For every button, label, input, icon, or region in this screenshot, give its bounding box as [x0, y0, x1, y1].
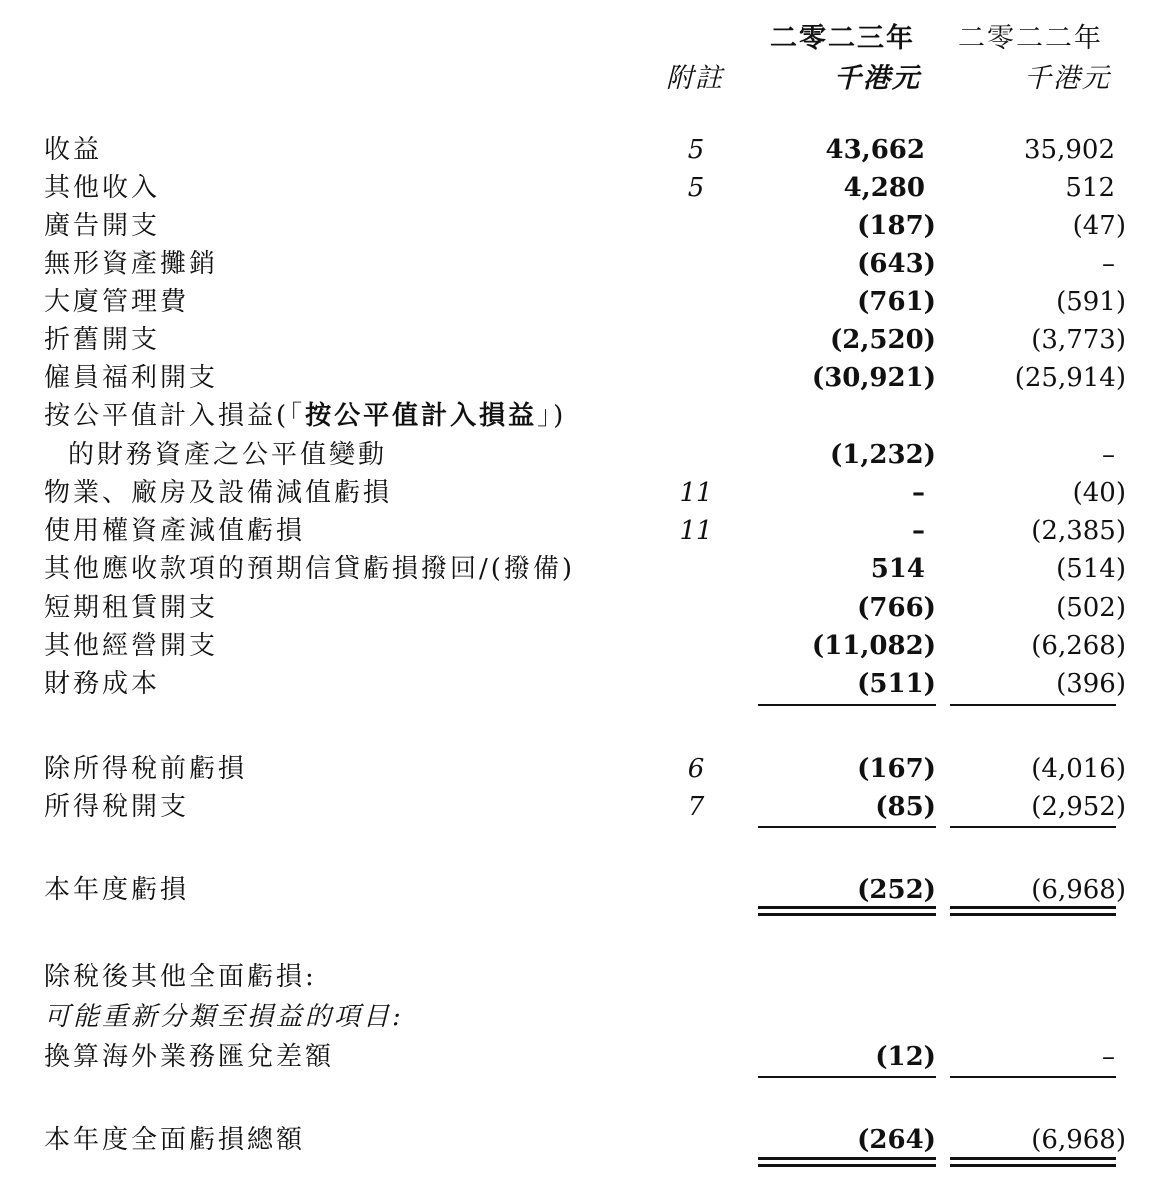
row-label: [44, 397, 566, 435]
table-row: [0, 788, 1172, 826]
header-notes: 附註: [666, 63, 724, 94]
header-year-2023: 二零二三年: [770, 23, 915, 54]
table-row: [0, 665, 1172, 703]
oci-subheading: 可能重新分類至損益的項目:: [44, 1002, 404, 1032]
value-2022: (6,968): [1031, 875, 1126, 905]
section-heading-row: [0, 958, 1172, 996]
header-unit-2023: 千港元: [834, 63, 921, 94]
total-double-rule-2022: [950, 1157, 1116, 1167]
table-row: [0, 207, 1172, 245]
row-label: 折舊開支: [44, 325, 161, 355]
value-2022: –: [1102, 1042, 1115, 1072]
table-row: [0, 397, 1172, 435]
row-label: 其他應收款項的預期信貸虧損撥回/(撥備): [44, 554, 576, 584]
value-2023: (252): [857, 875, 936, 905]
table-row: [0, 750, 1172, 788]
value-2022: (6,968): [1031, 1125, 1126, 1155]
row-label: 收益: [44, 135, 103, 165]
table-row: [0, 283, 1172, 321]
subtotal-rule-2022: [950, 1076, 1116, 1078]
row-note: 5: [687, 173, 705, 203]
total-double-rule-2022: [950, 906, 1116, 916]
row-label: 的財務資產之公平值變動: [68, 440, 388, 470]
value-2022: (396): [1056, 669, 1126, 699]
table-row: [0, 512, 1172, 550]
value-2022: –: [1102, 249, 1115, 279]
header-year-2022: 二零二二年: [958, 23, 1103, 54]
table-row: [0, 131, 1172, 169]
subtotal-rule-2023: [758, 1076, 936, 1078]
value-2023: (12): [875, 1042, 936, 1072]
value-2023: –: [912, 478, 925, 508]
row-label: 財務成本: [44, 669, 161, 699]
value-2022: (47): [1072, 211, 1126, 241]
row-label-part: 按公平值計入損益(「: [44, 401, 306, 431]
row-label: 使用權資產減值虧損: [44, 516, 306, 546]
table-row: [0, 550, 1172, 588]
table-row: [0, 321, 1172, 359]
value-2022: (40): [1072, 478, 1126, 508]
value-2023: (766): [857, 593, 936, 623]
table-row: [0, 436, 1172, 474]
row-note: 7: [687, 792, 705, 822]
table-row-total-comprehensive-loss: [0, 1121, 1172, 1159]
value-2023: (643): [857, 249, 936, 279]
row-label-part: 」): [537, 401, 567, 431]
section-subheading-row: [0, 998, 1172, 1036]
value-2022: (514): [1056, 554, 1126, 584]
value-2023: (11,082): [811, 631, 936, 661]
subtotal-rule-2022: [950, 704, 1116, 706]
row-label: 本年度虧損: [44, 875, 190, 905]
row-label: 其他收入: [44, 173, 161, 203]
row-note: 5: [687, 135, 705, 165]
value-2022: (2,952): [1031, 792, 1126, 822]
value-2023: (511): [857, 669, 936, 699]
row-label: 無形資產攤銷: [44, 249, 219, 279]
oci-heading: 除稅後其他全面虧損:: [44, 962, 317, 992]
header-unit-2022: 千港元: [1024, 63, 1111, 94]
row-label: 其他經營開支: [44, 631, 219, 661]
row-label: 除所得稅前虧損: [44, 754, 248, 784]
value-2022: (502): [1056, 593, 1126, 623]
value-2023: (85): [875, 792, 936, 822]
table-row: [0, 627, 1172, 665]
row-label-defined-term: 按公平值計入損益: [305, 401, 538, 431]
row-note: 6: [687, 754, 705, 784]
value-2023: 43,662: [825, 135, 925, 165]
table-row: [0, 359, 1172, 397]
value-2022: 35,902: [1024, 135, 1115, 165]
total-double-rule-2023: [758, 906, 936, 916]
table-row: [0, 474, 1172, 512]
value-2023: –: [912, 516, 925, 546]
subtotal-rule-2022: [950, 826, 1116, 828]
value-2022: (2,385): [1031, 516, 1126, 546]
row-note: 11: [679, 516, 713, 546]
table-row: [0, 245, 1172, 283]
value-2023: (264): [857, 1125, 936, 1155]
row-label: 僱員福利開支: [44, 363, 219, 393]
table-row: [0, 1038, 1172, 1076]
row-label: 換算海外業務匯兌差額: [44, 1042, 335, 1072]
value-2022: –: [1102, 440, 1115, 470]
table-row: [0, 169, 1172, 207]
value-2023: (1,232): [829, 440, 936, 470]
table-row-loss-for-year: [0, 871, 1172, 909]
value-2023: (167): [857, 754, 936, 784]
value-2023: 4,280: [843, 173, 925, 203]
value-2022: (3,773): [1031, 325, 1126, 355]
value-2023: (187): [857, 211, 936, 241]
value-2023: (761): [857, 287, 936, 317]
row-label: 物業、廠房及設備減值虧損: [44, 478, 393, 508]
value-2023: (2,520): [829, 325, 936, 355]
subtotal-rule-2023: [758, 826, 936, 828]
row-label: 所得稅開支: [44, 792, 190, 822]
value-2022: (6,268): [1031, 631, 1126, 661]
total-double-rule-2023: [758, 1157, 936, 1167]
row-label: 短期租賃開支: [44, 593, 219, 623]
row-label: 本年度全面虧損總額: [44, 1125, 306, 1155]
table-row: [0, 589, 1172, 627]
value-2022: (4,016): [1031, 754, 1126, 784]
row-label: 廣告開支: [44, 211, 161, 241]
row-note: 11: [679, 478, 713, 508]
value-2023: 514: [870, 554, 925, 584]
value-2023: (30,921): [811, 363, 936, 393]
subtotal-rule-2023: [758, 704, 936, 706]
value-2022: (25,914): [1014, 363, 1126, 393]
value-2022: 512: [1065, 173, 1115, 203]
value-2022: (591): [1056, 287, 1126, 317]
row-label: 大廈管理費: [44, 287, 190, 317]
